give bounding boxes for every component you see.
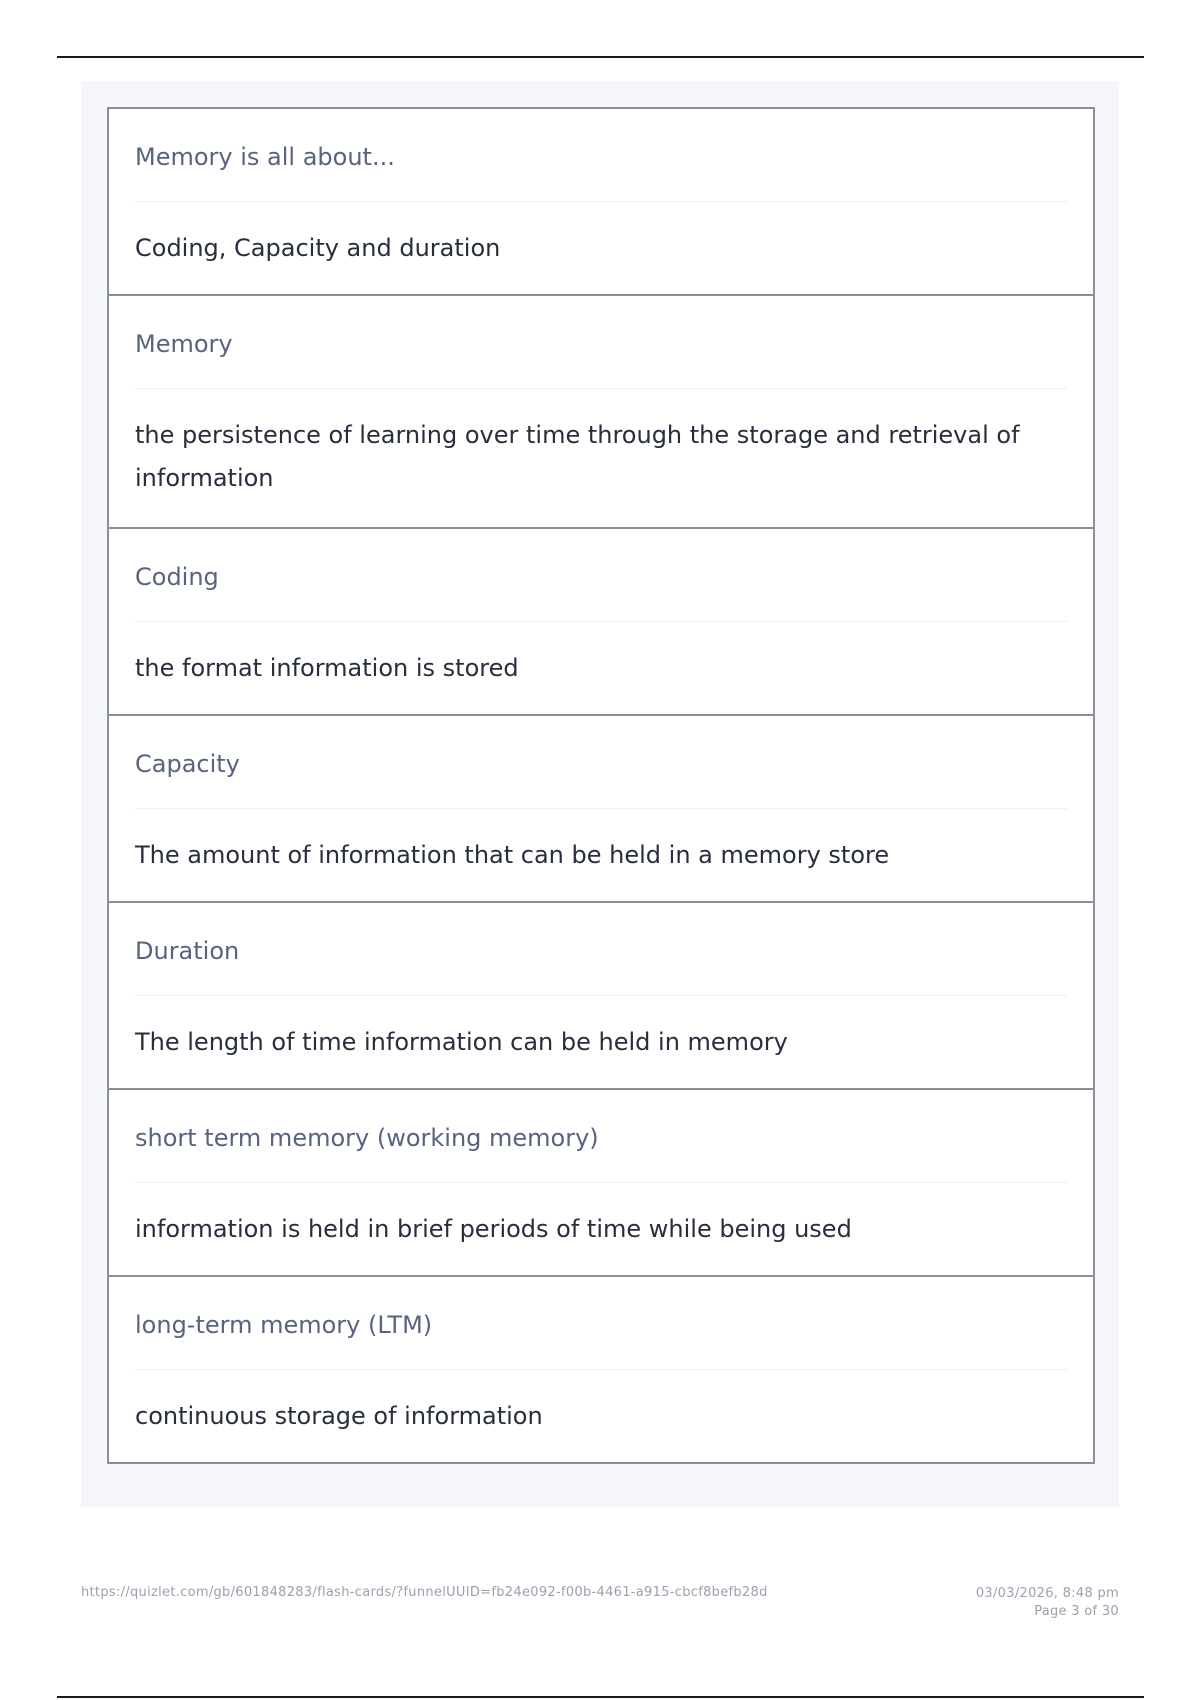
flashcard xyxy=(109,527,1093,714)
card-term: short term memory (working memory) xyxy=(135,1090,1067,1183)
flashcard xyxy=(109,294,1093,527)
top-rule xyxy=(57,56,1144,58)
card-definition: Coding, Capacity and duration xyxy=(135,233,501,262)
flashcard-list xyxy=(107,107,1095,1464)
card-definition: The amount of information that can be held in a memory store xyxy=(135,840,890,869)
card-term: Coding xyxy=(135,529,1067,622)
print-datetime: 03/03/2026, 8:48 pm xyxy=(975,1586,1119,1601)
card-term: Duration xyxy=(135,903,1067,996)
flashcard xyxy=(109,714,1093,901)
card-term: Capacity xyxy=(135,716,1067,809)
flashcard xyxy=(109,1088,1093,1275)
flashcard xyxy=(109,901,1093,1088)
card-definition: the format information is stored xyxy=(135,653,519,682)
page-number: Page 3 of 30 xyxy=(1034,1604,1119,1619)
card-term: Memory is all about... xyxy=(135,109,1067,202)
page-url[interactable]: https://quizlet.com/gb/601848283/flash-cards/?funnelUUID=fb24e092-f00b-4461-a915-cbcf8befb28d xyxy=(81,1585,768,1600)
card-definition: the persistence of learning over time through the storage and retrieval of information xyxy=(135,421,1020,492)
card-term: long-term memory (LTM) xyxy=(135,1277,1067,1370)
print-info xyxy=(976,1585,1119,1621)
bottom-rule xyxy=(57,1696,1144,1698)
flashcard xyxy=(109,1275,1093,1462)
flashcard xyxy=(109,109,1093,294)
card-definition: information is held in brief periods of time while being used xyxy=(135,1214,852,1243)
card-definition: continuous storage of information xyxy=(135,1401,543,1430)
card-definition: The length of time information can be held in memory xyxy=(135,1027,788,1056)
card-term: Memory xyxy=(135,296,1067,389)
flashcard-panel xyxy=(81,81,1119,1507)
